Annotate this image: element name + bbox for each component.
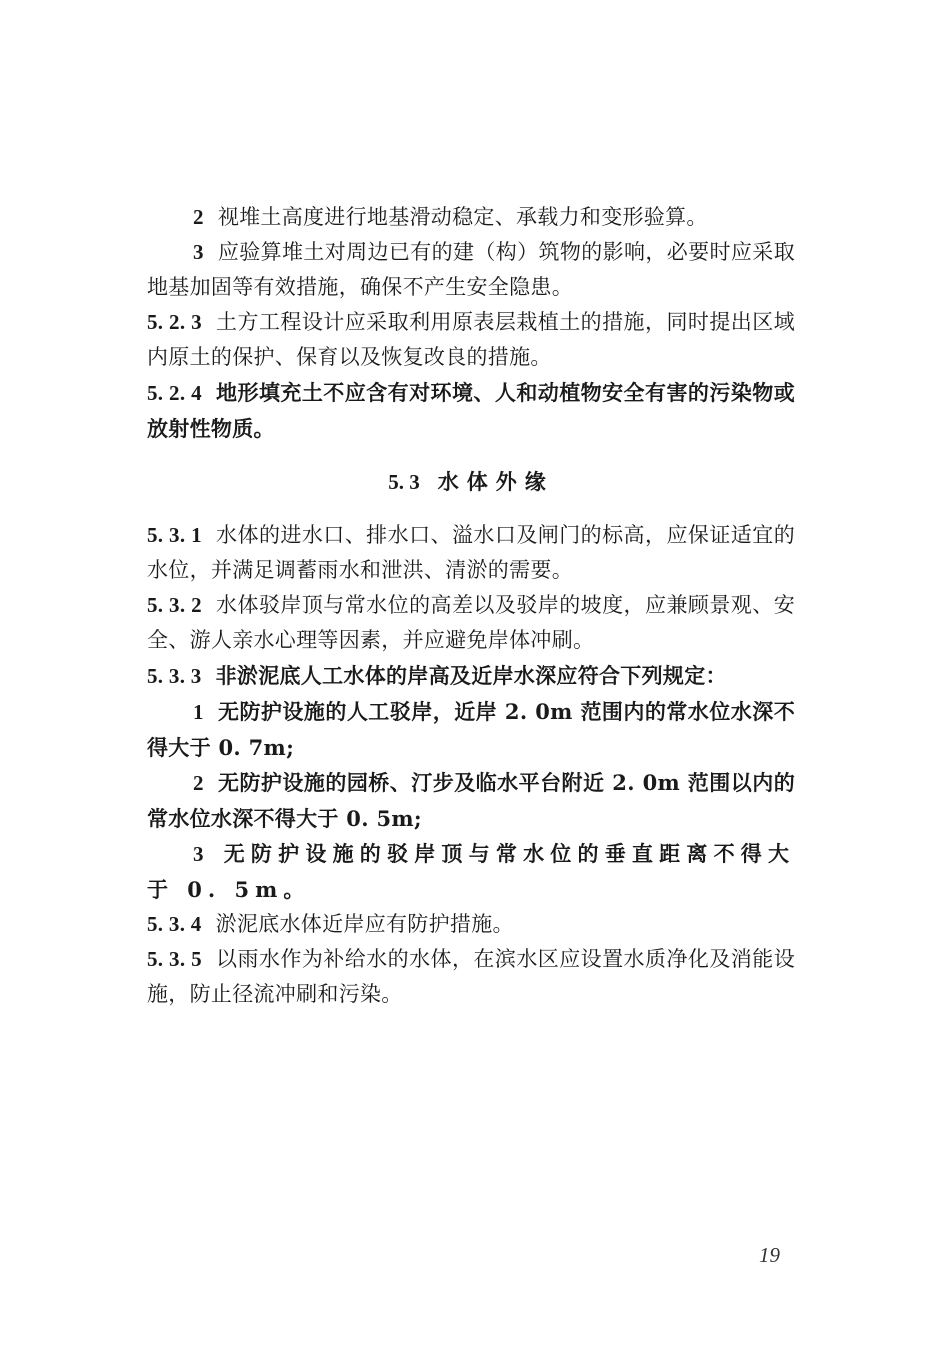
item-number: 3 xyxy=(193,842,210,866)
item-number: 1 xyxy=(193,700,204,724)
clause-number: 5. 3. 4 xyxy=(147,912,202,936)
list-item xyxy=(147,200,795,235)
clause xyxy=(147,942,795,1012)
item-text: 无防护设施的人工驳岸，近岸 2. 0m 范围内的常水位水深不得大于 0. 7m; xyxy=(147,699,795,760)
clause-text: 土方工程设计应采取利用原表层栽植土的措施，同时提出区域内原土的保护、保育以及恢复改良的措施。 xyxy=(147,310,795,369)
clause-number: 5. 2. 3 xyxy=(147,310,202,334)
item-number: 2 xyxy=(193,771,204,795)
clause-number: 5. 3. 1 xyxy=(147,523,202,547)
section-title: 水体外缘 xyxy=(437,469,554,494)
section-number: 5. 3 xyxy=(388,470,420,494)
document-body xyxy=(147,200,795,1012)
clause-number: 5. 3. 3 xyxy=(147,664,202,688)
clause-text: 水体驳岸顶与常水位的高差以及驳岸的坡度，应兼顾景观、安全、游人亲水心理等因素，并应避免岸体冲刷。 xyxy=(147,593,795,652)
clause xyxy=(147,375,795,446)
clause-text: 以雨水作为补给水的水体，在滨水区应设置水质净化及消能设施，防止径流冲刷和污染。 xyxy=(147,947,795,1006)
list-item xyxy=(147,836,795,907)
list-item xyxy=(147,694,795,765)
item-text: 应验算堆土对周边已有的建（构）筑物的影响，必要时应采取地基加固等有效措施，确保不产生安全隐患。 xyxy=(147,240,795,299)
page-number: 19 xyxy=(759,1243,780,1267)
clause xyxy=(147,907,795,942)
clause-text: 水体的进水口、排水口、溢水口及闸门的标高，应保证适宜的水位，并满足调蓄雨水和泄洪、清淤的需要。 xyxy=(147,523,795,582)
clause-text: 地形填充土不应含有对环境、人和动植物安全有害的污染物或放射性物质。 xyxy=(147,380,795,441)
clause xyxy=(147,658,795,694)
clause-number: 5. 2. 4 xyxy=(147,381,202,405)
clause xyxy=(147,518,795,588)
item-number: 3 xyxy=(193,240,204,264)
item-text: 无防护设施的驳岸顶与常水位的垂直距离不得大于 0. 5m。 xyxy=(147,841,795,902)
clause xyxy=(147,588,795,658)
clause-text: 淤泥底水体近岸应有防护措施。 xyxy=(215,912,514,936)
item-text: 无防护设施的园桥、汀步及临水平台附近 2. 0m 范围以内的常水位水深不得大于 0. 5m; xyxy=(147,770,795,831)
clause-number: 5. 3. 5 xyxy=(147,947,202,971)
clause xyxy=(147,305,795,375)
clause-text: 非淤泥底人工水体的岸高及近岸水深应符合下列规定： xyxy=(215,663,727,688)
clause-number: 5. 3. 2 xyxy=(147,593,202,617)
item-number: 2 xyxy=(193,205,204,229)
section-heading xyxy=(147,464,795,500)
item-text: 视堆土高度进行地基滑动稳定、承载力和变形验算。 xyxy=(217,205,708,229)
list-item xyxy=(147,235,795,305)
list-item xyxy=(147,765,795,836)
